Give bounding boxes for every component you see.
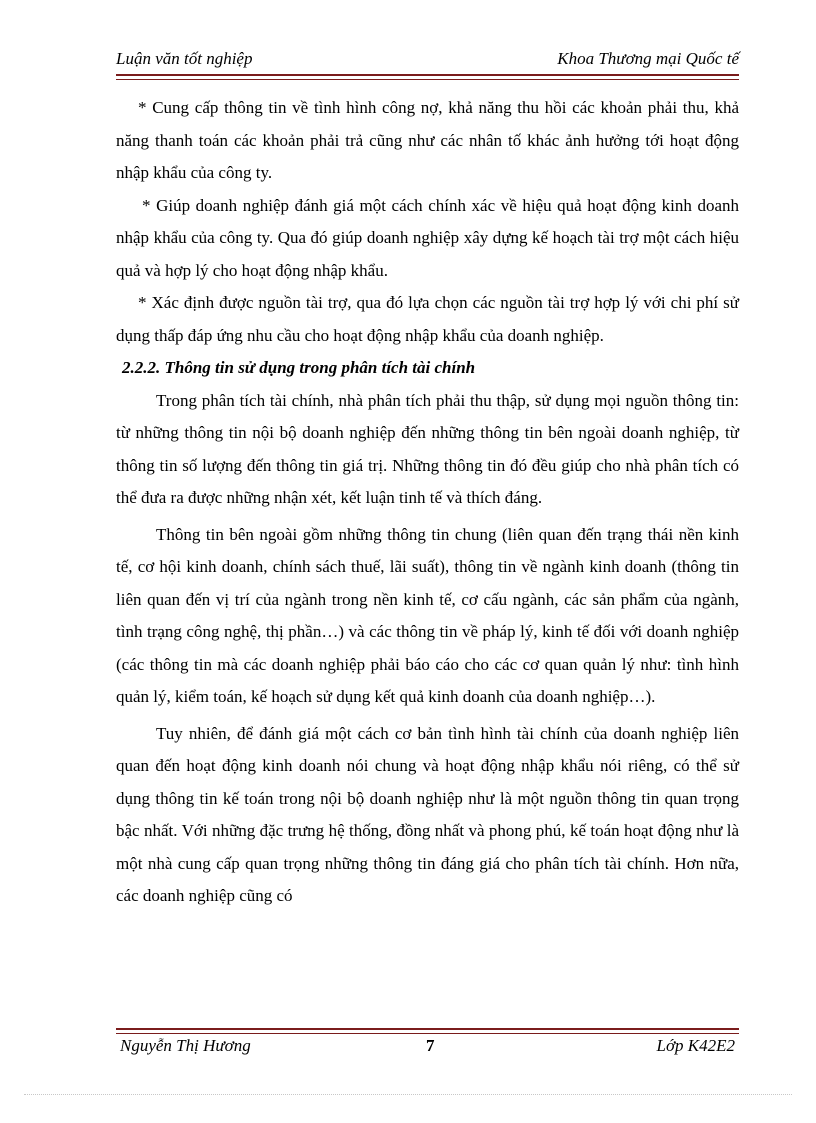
section-heading: 2.2.2. Thông tin sử dụng trong phân tích tài chính [122, 358, 476, 377]
header-rule [116, 74, 739, 80]
header-thesis-title: Luận văn tốt nghiệp [116, 49, 253, 68]
footer-author: Nguyễn Thị Hương [120, 1036, 251, 1055]
footer-class: Lớp K42E2 [656, 1036, 735, 1055]
header-faculty: Khoa Thương mại Quốc tế [557, 49, 739, 68]
bullet-paragraph: * Xác định được nguồn tài trợ, qua đó lựa chọn các nguồn tài trợ hợp lý với chi phí sử dụng thấp đáp ứng nhu cầu cho hoạt động nhập khẩu của doanh nghiệp. [116, 293, 739, 345]
bullet-paragraph: * Cung cấp thông tin về tình hình công nợ, khả năng thu hồi các khoản phải thu, khả năng thanh toán các khoản phải trả cũng như các nhân tố khác ảnh hưởng tới hoạt động nhập khẩu của công ty. [116, 98, 739, 182]
page-break-line [24, 1094, 792, 1095]
page-footer [120, 1036, 735, 1060]
body-paragraph: Thông tin bên ngoài gồm những thông tin chung (liên quan đến trạng thái nền kinh tế, cơ hội kinh doanh, chính sách thuế, lãi suất), thông tin về ngành kinh doanh (thông tin liên quan đến vị trí của ngành trong nền kinh tế, cơ cấu ngành, các sản phẩm của ngành, tình trạng công nghệ, thị phần…) và các thông tin về pháp lý, kinh tế đối với doanh nghiệp (các thông tin mà các doanh nghiệp phải báo cáo cho các cơ quan quản lý như: tình hình quản lý, kiểm toán, kế hoạch sử dụng kết quả kinh doanh của doanh nghiệp…). [116, 524, 739, 706]
page-header [116, 49, 739, 69]
bullet-paragraph: * Giúp doanh nghiệp đánh giá một cách chính xác về hiệu quả hoạt động kinh doanh nhập khẩu của công ty. Qua đó giúp doanh nghiệp xây dựng kế hoạch tài trợ một cách hiệu quả và hợp lý cho hoạt động nhập khẩu. [116, 195, 739, 280]
page-number: 7 [426, 1036, 435, 1055]
page-body [116, 92, 739, 917]
body-paragraph: Tuy nhiên, để đánh giá một cách cơ bản tình hình tài chính của doanh nghiệp liên quan đến hoạt động kinh doanh nói chung và hoạt động nhập khẩu nói riêng, có thể sử dụng thông tin kế toán trong nội bộ doanh nghiệp như là một nguồn thông tin quan trọng bậc nhất. Với những đặc trưng hệ thống, đồng nhất và phong phú, kế toán hoạt động như là một nhà cung cấp quan trọng những thông tin đáng giá cho phân tích tài chính. Hơn nữa, các doanh nghiệp cũng có [116, 723, 739, 905]
body-paragraph: Trong phân tích tài chính, nhà phân tích phải thu thập, sử dụng mọi nguồn thông tin: từ những thông tin nội bộ doanh nghiệp đến những thông tin bên ngoài doanh nghiệp, từ thông tin số lượng đến thông tin giá trị. Những thông tin đó đều giúp cho nhà phân tích có thể đưa ra được những nhận xét, kết luận tinh tế và thích đáng. [116, 390, 739, 507]
footer-rule [116, 1028, 739, 1034]
